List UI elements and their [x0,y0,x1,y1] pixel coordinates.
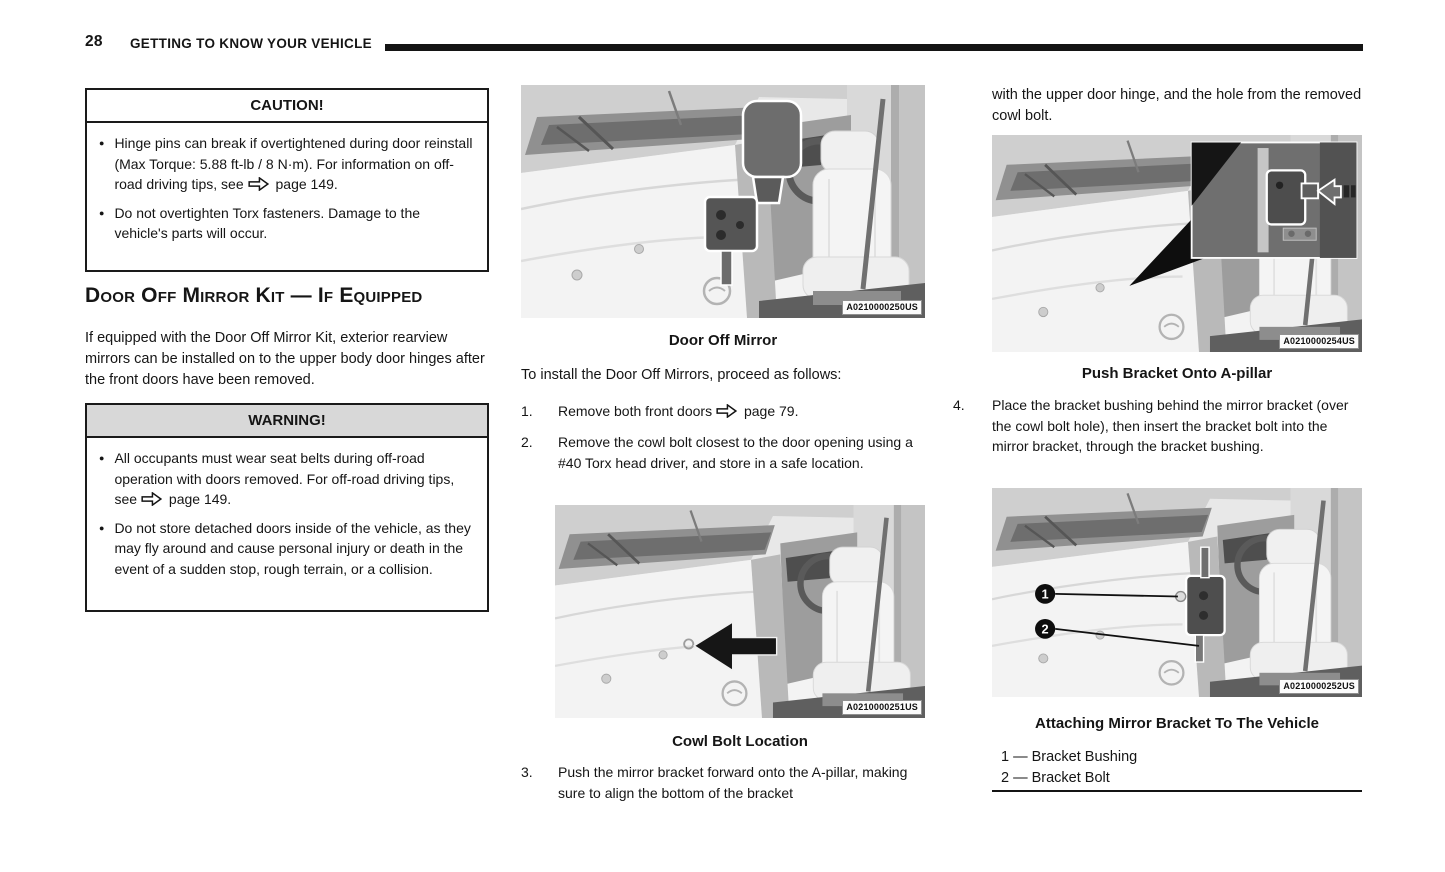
headrest [1267,529,1320,567]
install-intro: To install the Door Off Mirrors, proceed as follows: [521,367,842,383]
figure-door-off-mirror [521,85,925,318]
step-1-number: 1. [521,403,533,419]
inset-hinge-plate [1283,228,1316,240]
inset-hinge-bolt-1 [1288,230,1294,237]
vehicle-photo-illustration [992,488,1362,697]
header-rule [385,44,1363,51]
bracket-hole-2 [1199,611,1208,620]
caution-bullet-1-text: Hinge pins can break if overtightened during door reinstall (Max Torque: 5.88 ft-lb / 8 N·m). For information on off-road driving tips, see [114,135,473,192]
headrest [821,131,879,173]
figure-code-label: A0210000254US [1279,334,1359,349]
inset-bolt-hole [1276,182,1283,189]
kit-intro-paragraph: If equipped with the Door Off Mirror Kit, exterior rearview mirrors can be installed on to the upper body door hinges after the front doors have been removed. [85,330,485,388]
bracket-rod [721,251,732,285]
callout-number-2: 2 [1041,622,1049,637]
figure-caption-cowl-bolt-location: Cowl Bolt Location [672,733,808,750]
page-ref-arrow-icon [716,404,737,418]
figure-cowl-bolt-location [555,505,925,718]
mirror-head [743,101,801,177]
inset-bracket [1267,170,1305,224]
bracket-rod-lower [1195,635,1203,662]
warning-bullet-2 [97,518,475,580]
step-4-text: Place the bracket bushing behind the mirror bracket (over the cowl bolt hole), then insert the bracket bolt into the mirror bracket, through the bracket bushing. [992,397,1349,454]
fender-fastener-2 [1039,654,1048,663]
page-ref-arrow-icon [248,177,269,191]
figure-legend [1001,747,1362,789]
bracket-rod-upper [1201,547,1209,577]
inset-hinge-bolt-2 [1305,230,1311,237]
figure-code-label: A0210000252US [1279,679,1359,694]
caution-bullet-2-text: ● Do not overtighten Torx fasteners. Damage to the vehicle's parts will occur. [114,204,421,241]
step-3 [521,762,933,803]
warning-bullet-2-text: ● Do not store detached doors inside of the vehicle, as they may fly around and cause personal injury or death in the event of a sudden stop, rough terrain, or a collision. [114,519,471,577]
vehicle-photo-illustration [555,505,925,718]
figure-caption-attach-bracket: Attaching Mirror Bracket To The Vehicle [1035,715,1319,732]
page-ref-arrow-icon [141,492,162,506]
inset-arrow-dash-2 [1351,185,1356,197]
warning-box [85,403,489,612]
bracket-hole-1 [1199,591,1208,600]
step-2 [521,432,931,473]
fender-fastener [635,245,644,254]
figure-caption-door-off-mirror: Door Off Mirror [668,332,778,349]
page-reference-text: page 79. [743,403,799,419]
legend-item-2: 2 — Bracket Bolt [1001,770,1110,786]
figure-code-label: A0210000251US [842,700,922,715]
bracket-bolt-hole [716,210,726,220]
fender-fastener [1096,284,1104,292]
kit-heading: Door Off Mirror Kit — If Equipped [85,284,423,307]
caution-bullet-2 [97,203,475,244]
figure-attach-bracket [992,488,1362,697]
page-number: 28 [85,33,103,50]
step-2-text: Remove the cowl bolt closest to the door opening using a #40 Torx head driver, and store in a safe location. [558,434,913,471]
page-reference-text: page 149. [275,176,338,192]
inset-door-panel [1320,142,1357,257]
callout-number-1: 1 [1041,587,1049,602]
warning-title: WARNING! [87,405,487,438]
inset-arrow-dash-1 [1344,185,1349,197]
page-reference-text: page 149. [168,491,232,507]
step-1 [521,401,931,422]
headrest [830,547,883,585]
step-1-text: Remove both front doors [558,403,713,419]
step-3-number: 3. [521,764,533,780]
caution-box [85,88,489,272]
caution-title: CAUTION! [87,90,487,123]
vehicle-photo-illustration [992,135,1362,352]
step-2-number: 2. [521,434,533,450]
caution-bullet-1 [97,133,475,195]
warning-bullet-1-text: All occupants must wear seat belts during off-road operation with doors removed. For off-road driving tips, see [114,450,455,507]
bracket-bolt-hole-3 [736,221,744,229]
fender-fastener [659,651,667,659]
page-reference-link[interactable] [244,176,338,192]
step-4-number: 4. [953,397,965,413]
legend-item-1: 1 — Bracket Bushing [1001,749,1138,765]
section-title: GETTING TO KNOW YOUR VEHICLE [130,36,372,51]
bracket-bolt-hole-2 [716,230,726,240]
figure-code-label: A0210000250US [842,300,922,315]
page-reference-link[interactable] [712,403,798,419]
step-3-continuation: with the upper door hinge, and the hole from the removed cowl bolt. [992,87,1362,124]
inset-bracket-tab [1302,183,1318,198]
figure-caption-push-bracket: Push Bracket Onto A-pillar [1081,365,1273,382]
figure-push-bracket [992,135,1362,352]
warning-bullet-1 [97,448,475,510]
mirror-bracket [705,197,757,251]
fender-fastener-2 [602,674,611,683]
fender-fastener-2 [572,270,582,280]
legend-rule [992,790,1362,792]
page-reference-link[interactable] [137,491,231,507]
fender-fastener-2 [1039,307,1048,316]
step-4 [953,395,1365,457]
mounted-bracket [1186,576,1224,635]
step-3-text: Push the mirror bracket forward onto the A-pillar, making sure to align the bottom of the bracket [558,764,908,801]
vehicle-photo-illustration [521,85,925,318]
